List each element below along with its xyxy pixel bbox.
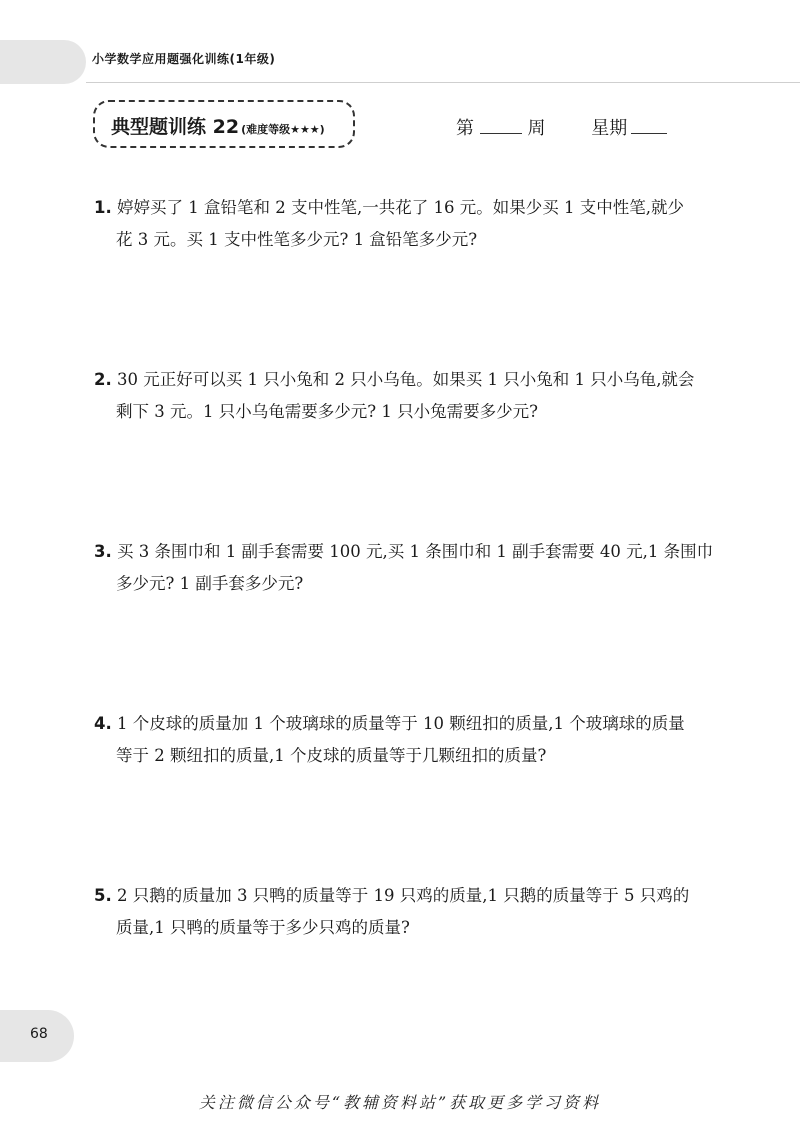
problem-text: 质量,1 只鸭的质量等于多少只鸡的质量?	[116, 918, 410, 937]
weekday-blank	[631, 119, 667, 134]
problem-number: 1.	[94, 198, 112, 217]
week-blank	[480, 119, 522, 134]
problem-number: 4.	[94, 714, 112, 733]
problem-text: 2 只鹅的质量加 3 只鸭的质量等于 19 只鸡的质量,1 只鹅的质量等于 5 只鸡的	[117, 886, 690, 905]
header-rule	[86, 82, 800, 83]
footer-note: 关注微信公众号“教辅资料站”获取更多学习资料	[198, 1093, 602, 1112]
problem-number: 3.	[94, 542, 112, 561]
problem-number: 2.	[94, 370, 112, 389]
week-prefix: 第	[456, 118, 474, 139]
lesson-title-box	[93, 100, 355, 148]
week-suffix: 周	[527, 118, 546, 139]
problem-2	[94, 364, 714, 428]
problem-text: 剩下 3 元。1 只小乌龟需要多少元? 1 只小兔需要多少元?	[116, 402, 538, 421]
problem-text: 买 3 条围巾和 1 副手套需要 100 元,买 1 条围巾和 1 副手套需要 40 元,1 条围巾	[117, 542, 714, 561]
problem-text: 多少元? 1 副手套多少元?	[116, 574, 304, 593]
problem-text: 花 3 元。买 1 支中性笔多少元? 1 盒铅笔多少元?	[116, 230, 478, 249]
problem-5	[94, 880, 714, 944]
header-tab	[0, 40, 86, 84]
problem-text: 1 个皮球的质量加 1 个玻璃球的质量等于 10 颗纽扣的质量,1 个玻璃球的质量	[117, 714, 685, 733]
weekday-label: 星期	[591, 118, 628, 139]
problem-4	[94, 708, 714, 772]
book-title: 小学数学应用题强化训练(1年级)	[92, 52, 276, 66]
problem-number: 5.	[94, 886, 112, 905]
week-day-line	[456, 114, 667, 140]
problem-1	[94, 192, 714, 256]
page-number-tab	[0, 1010, 74, 1062]
page-number: 68	[30, 1026, 48, 1042]
difficulty-label: (难度等级★★★)	[241, 123, 325, 136]
lesson-title: 典型题训练 22	[111, 116, 240, 138]
problem-text: 婷婷买了 1 盒铅笔和 2 支中性笔,一共花了 16 元。如果少买 1 支中性笔,就少	[117, 198, 684, 217]
problem-3	[94, 536, 714, 600]
problem-text: 等于 2 颗纽扣的质量,1 个皮球的质量等于几颗纽扣的质量?	[116, 746, 547, 765]
problem-text: 30 元正好可以买 1 只小兔和 2 只小乌龟。如果买 1 只小兔和 1 只小乌龟,就会	[117, 370, 695, 389]
